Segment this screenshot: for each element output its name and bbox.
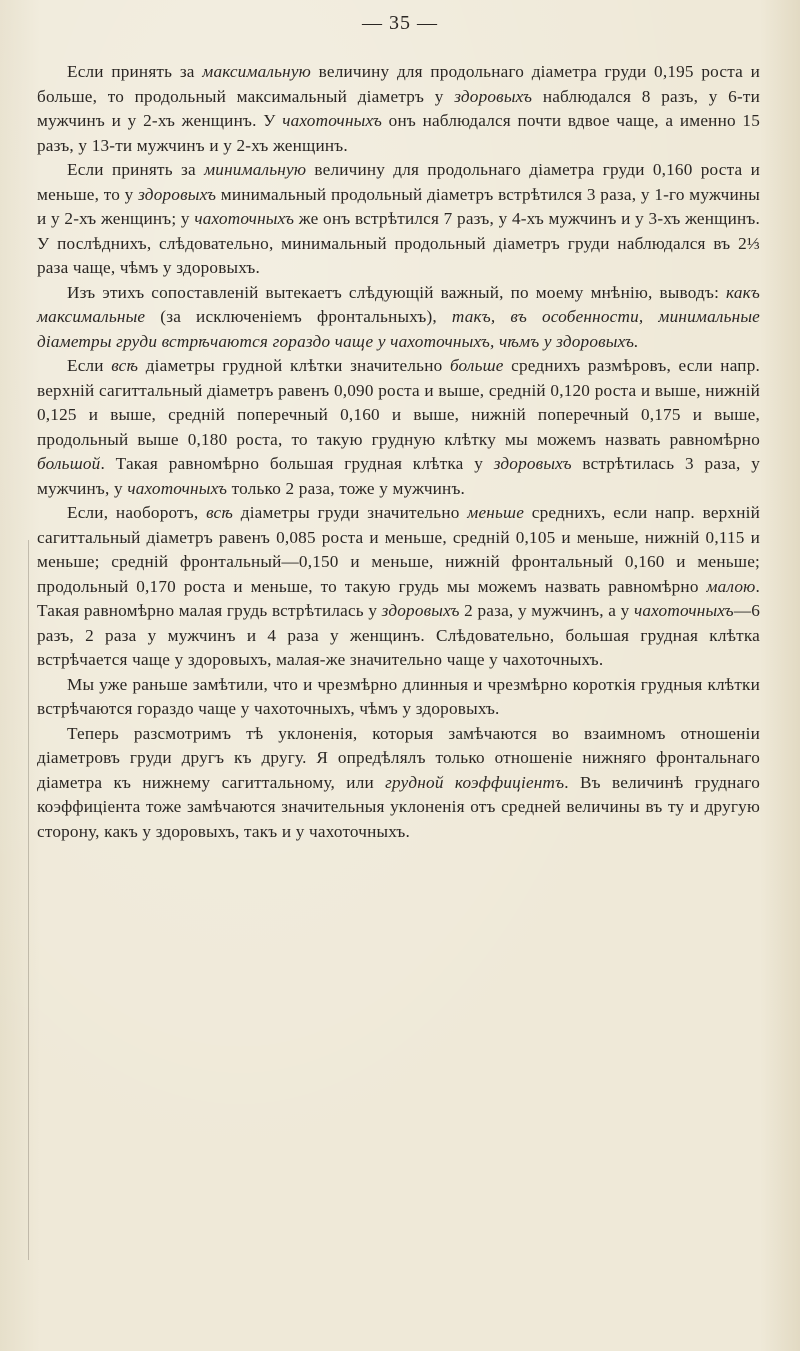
text-run: среднихъ, если напр. верхній сагиттальный діаметръ равенъ 0,085 роста и меньше, средній 0,105 и меньше, нижній 0,115 и меньше; средній фронтальный—0,150 и меньше, нижній фронтальный 0,160 и меньше; продольный 0,170 роста и меньше, то такую грудь мы можемъ назвать равномѣрно <box>37 503 761 596</box>
italic-text-run: больше <box>449 356 504 375</box>
text-run: величину для продольнаго діаметра груди 0,195 роста и больше, то продольный максимальный діаметръ у <box>37 62 760 106</box>
italic-text-run: здоровыхъ <box>381 601 460 620</box>
text-run: . Въ величинѣ груднаго коэффиціента тоже замѣчаются значительныя уклоненія отъ средней величины въ ту и другую сторону, какъ у здоровыхъ, такъ и у чахоточныхъ. <box>37 772 760 841</box>
italic-text-run: меньше <box>467 503 525 522</box>
text-run: Если принять за <box>67 160 205 179</box>
paragraph <box>37 501 760 673</box>
italic-text-run: здоровыхъ <box>138 184 217 204</box>
italic-text-run: чахоточныхъ <box>194 209 295 228</box>
paragraph <box>37 722 760 845</box>
text-run: встрѣтилась 3 раза, у мужчинъ, у <box>37 454 760 498</box>
text-run: —6 разъ, 2 раза у мужчинъ и 4 раза у женщинъ. Слѣдовательно, большая грудная клѣтка встрѣчается чаще у здоровыхъ, малая-же значительно чаще у чахоточныхъ. <box>37 601 760 669</box>
paragraph <box>37 281 760 355</box>
text-run: . Такая равномѣрно малая грудь встрѣтилась у <box>37 576 760 620</box>
text-run: Изъ этихъ сопоставленій вытекаетъ слѣдующій важный, по моему мнѣнію, выводъ: <box>67 282 727 302</box>
text-run: Если принять за <box>67 62 203 81</box>
text-run: . Такая равномѣрно большая грудная клѣтка у <box>100 454 494 473</box>
text-run: только 2 раза, тоже у мужчинъ. <box>227 478 466 498</box>
paragraph <box>37 673 760 722</box>
page-number: — 35 — <box>362 12 438 34</box>
text-run: же онъ встрѣтился 7 разъ, у 4-хъ мужчинъ и у 3-хъ женщинъ. У послѣднихъ, слѣдовательно, минимальный продольный діаметръ груди наблюдался въ 2⅓ раза чаще, чѣмъ у здоровыхъ. <box>37 209 760 277</box>
text-run: Теперь разсмотримъ тѣ уклоненія, которыя замѣчаются во взаимномъ отношеніи діаметровъ груди другъ къ другу. Я опредѣлялъ только отношеніе нижняго фронтальнаго діаметра къ нижнему сагиттальному, или <box>37 723 760 792</box>
italic-text-run: чахоточныхъ <box>127 478 228 498</box>
italic-text-run: большой <box>37 454 101 473</box>
paragraph <box>37 158 760 281</box>
italic-text-run: минимальную <box>204 160 307 179</box>
italic-text-run: чахоточныхъ <box>282 111 383 130</box>
italic-text-run: здоровыхъ <box>454 86 533 106</box>
italic-text-run: чахоточныхъ <box>633 601 734 620</box>
text-run: діаметры груди значительно <box>233 503 468 522</box>
italic-text-run: какъ максимальные <box>37 282 760 326</box>
text-run: Мы уже раньше замѣтили, что и чрезмѣрно длинныя и чрезмѣрно короткія грудныя клѣтки встрѣчаются гораздо чаще у чахоточныхъ, чѣмъ у здоровыхъ. <box>37 674 760 718</box>
paragraph <box>37 60 760 158</box>
italic-text-run: всѣ <box>111 356 139 375</box>
text-run: наблюдался 8 разъ, у 6-ти мужчинъ и у 2-хъ женщинъ. У <box>37 86 760 130</box>
paragraph <box>37 354 760 501</box>
text-run: діаметры грудной клѣтки значительно <box>138 356 450 375</box>
text-run: 2 раза, у мужчинъ, а у <box>459 601 634 620</box>
text-run: Если, наоборотъ, <box>67 503 207 522</box>
italic-text-run: максимальную <box>202 62 312 81</box>
body-text <box>37 60 760 844</box>
text-run: минимальный продольный діаметръ встрѣтился 3 раза, у 1-го мужчины и у 2-хъ женщинъ; у <box>37 184 760 228</box>
italic-text-run: малою <box>706 576 756 596</box>
italic-text-run: здоровыхъ <box>493 454 572 473</box>
page-edge-shadow <box>28 540 29 1260</box>
text-run: Если <box>67 356 112 375</box>
text-run: онъ наблюдался почти вдвое чаще, а именно 15 разъ, у 13-ти мужчинъ и у 2-хъ женщинъ. <box>37 111 760 155</box>
text-run: среднихъ размѣровъ, если напр. верхній сагиттальный діаметръ равенъ 0,090 роста и выше, средній 0,120 роста и выше, нижній 0,125 и выше, средній поперечный 0,160 и выше, нижній поперечный 0,175 и выше, продольный выше 0,180 роста, то такую грудную клѣтку мы можемъ назвать равномѣрно <box>37 356 760 449</box>
italic-text-run: грудной коэффиціентъ <box>385 772 565 792</box>
italic-text-run: такъ, въ особенности, минимальные діаметры груди встрѣчаются гораздо чаще у чахоточныхъ, чѣмъ у здоровыхъ. <box>37 307 760 351</box>
text-run: (за исключеніемъ фронтальныхъ), <box>145 307 452 326</box>
italic-text-run: всѣ <box>206 503 234 522</box>
text-run: величину для продольнаго діаметра груди 0,160 роста и меньше, то у <box>37 160 760 204</box>
